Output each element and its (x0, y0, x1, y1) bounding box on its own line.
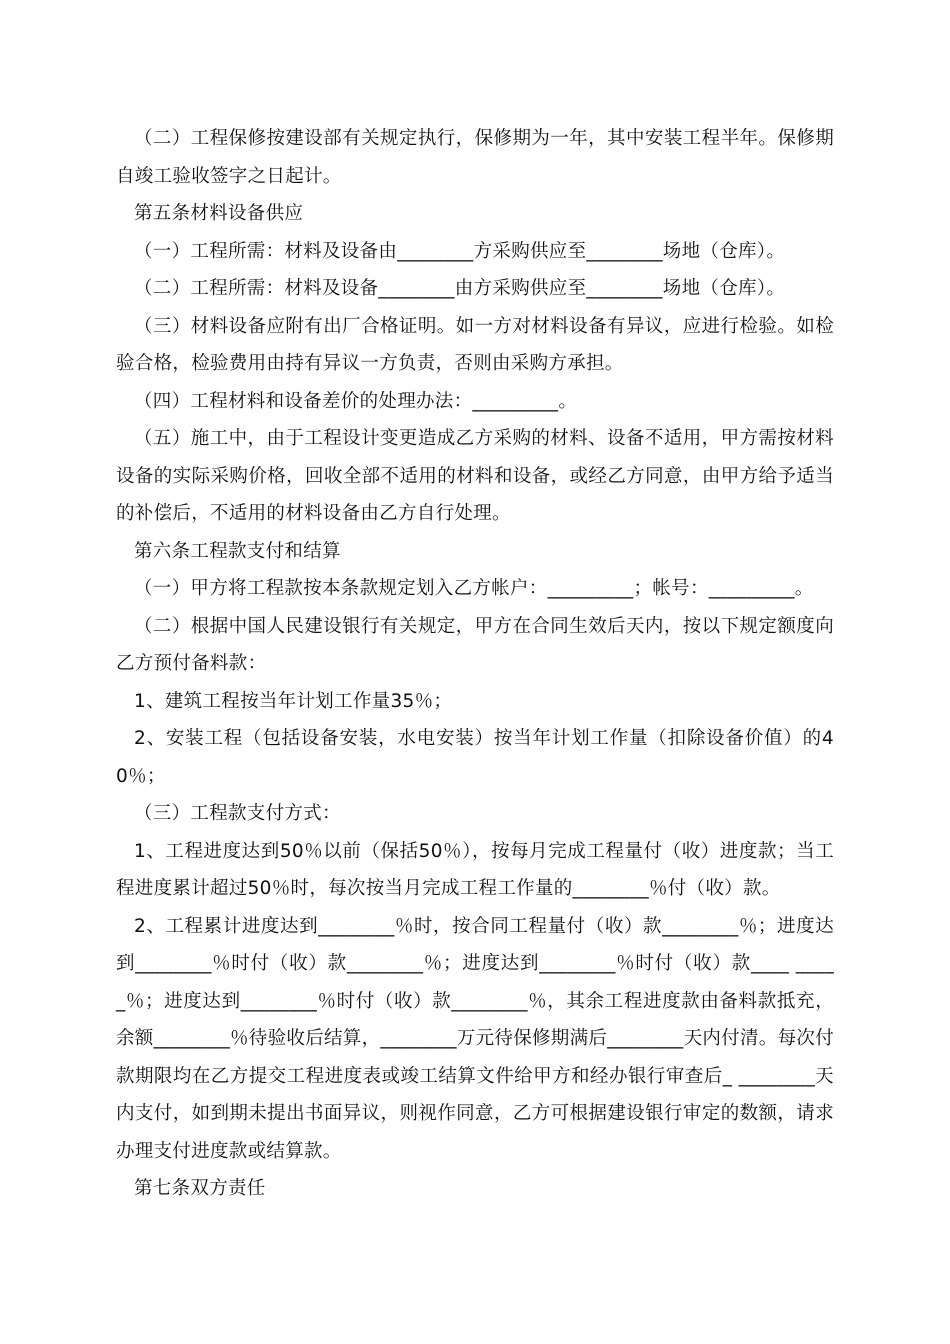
paragraph-supply-2: （二）工程所需：材料及设备________由方采购供应至________场地（仓库）。 (134, 278, 786, 299)
paragraph-payment-3-item-2: 2、工程累计进度达到________％时，按合同工程量付（收）款________％；进度达到________％时付（收）款________％；进度达到________％时付（收）款____ _____％；进度达到________％时付（收）款________％，其余工程进度款由备料款抵充，余额________％待验收后结算，________万元待保修期满后________天内付清。每次付款期限均在乙方提交工程进度表或竣工结算文件给甲方和经办银行审查后_ ________天内支付，如到期未提出书面异议，则视作同意，乙方可根据建设银行审定的数额，请求办理支付进度款或结算款。 (116, 915, 835, 1162)
heading-article-6: 第六条工程款支付和结算 (134, 540, 341, 562)
paragraph-payment-1: （一）甲方将工程款按本条款规定划入乙方帐户：_________；帐号：_________。 (134, 578, 814, 599)
paragraph-supply-5: （五）施工中，由于工程设计变更造成乙方采购的材料、设备不适用，甲方需按材料设备的实际采购价格，回收全部不适用的材料和设备，或经乙方同意，由甲方给予适当的补偿后，不适用的材料设备由乙方自行处理。 (116, 428, 834, 524)
paragraph-payment-2-item-2: 2、安装工程（包括设备安装，水电安装）按当年计划工作量（扣除设备价值）的40％； (116, 728, 834, 787)
document-body (116, 120, 834, 1208)
paragraph-supply-1: （一）工程所需：材料及设备由________方采购供应至________场地（仓库）。 (134, 240, 786, 262)
paragraph-payment-2-item-1: 1、建筑工程按当年计划工作量35％； (134, 690, 453, 712)
paragraph-warranty-period: （二）工程保修按建设部有关规定执行，保修期为一年，其中安装工程半年。保修期自竣工验收签字之日起计。 (116, 128, 834, 187)
paragraph-payment-3: （三）工程款支付方式： (134, 803, 341, 824)
heading-article-5: 第五条材料设备供应 (134, 203, 304, 224)
paragraph-supply-3: （三）材料设备应附有出厂合格证明。如一方对材料设备有异议，应进行检验。如检验合格，检验费用由持有异议一方负责，否则由采购方承担。 (116, 315, 834, 374)
paragraph-supply-4: （四）工程材料和设备差价的处理办法：_________。 (134, 390, 578, 412)
heading-article-7: 第七条双方责任 (134, 1178, 266, 1199)
paragraph-payment-3-item-1: 1、工程进度达到50％以前（保括50％），按每月完成工程量付（收）进度款；当工程进度累计超过50％时，每次按当月完成工程工作量的________％付（收）款。 (116, 840, 834, 899)
paragraph-payment-2: （二）根据中国人民建设银行有关规定，甲方在合同生效后天内，按以下规定额度向乙方预付备料款： (116, 615, 834, 674)
